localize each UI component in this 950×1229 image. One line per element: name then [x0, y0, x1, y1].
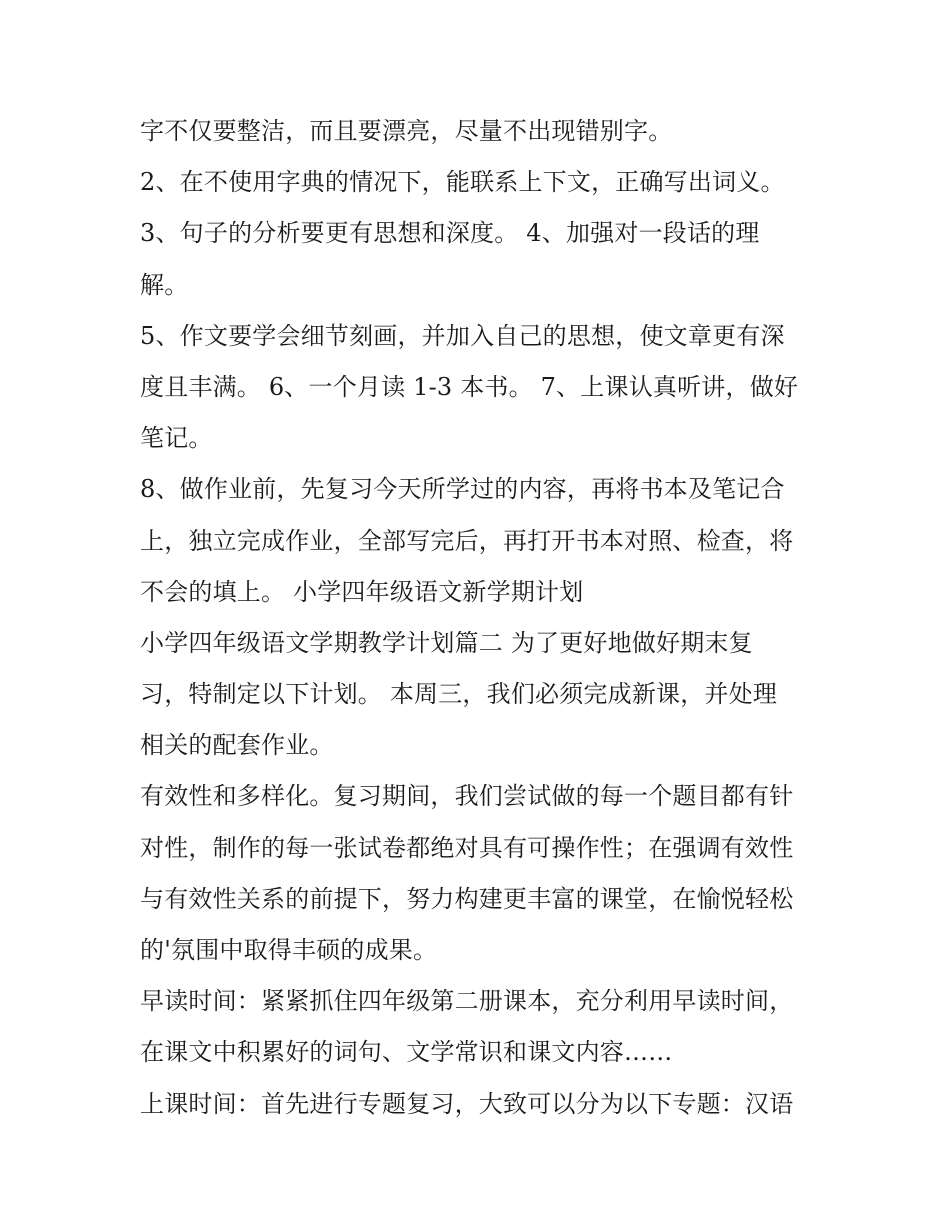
text-line-15: 对性，制作的每一张试卷都绝对具有可操作性；在强调有效性: [140, 833, 794, 862]
text-line-16: 与有效性关系的前提下，努力构建更丰富的课堂，在愉悦轻松: [140, 884, 794, 913]
text-line-12: 习，特制定以下计划。 本周三，我们必须完成新课，并处理: [140, 680, 778, 709]
text-line-6: 度且丰满。 6、一个月读 1-3 本书。 7、上课认真听讲，做好: [140, 372, 799, 401]
text-line-2: 2、在不使用字典的情况下，能联系上下文，正确写出词义。: [140, 168, 785, 197]
text-line-9: 上，独立完成作业，全部写完后，再打开书本对照、检查，将: [140, 526, 794, 555]
text-line-10: 不会的填上。 小学四年级语文新学期计划: [140, 577, 584, 606]
text-line-13: 相关的配套作业。: [140, 731, 334, 760]
text-line-3: 3、句子的分析要更有思想和深度。 4、加强对一段话的理: [140, 219, 760, 248]
text-line-14: 有效性和多样化。复习期间，我们尝试做的每一个题目都有针: [140, 782, 794, 811]
text-line-17: 的'氛围中取得丰硕的成果。: [140, 936, 438, 964]
text-line-8: 8、做作业前，先复习今天所学过的内容，再将书本及笔记合: [140, 475, 785, 504]
text-line-5: 5、作文要学会细节刻画，并加入自己的思想，使文章更有深: [140, 321, 785, 350]
text-line-19: 在课文中积累好的词句、文学常识和课文内容……: [140, 1038, 673, 1067]
text-line-20: 上课时间：首先进行专题复习，大致可以分为以下专题：汉语: [140, 1089, 794, 1118]
text-line-11: 小学四年级语文学期教学计划篇二 为了更好地做好期末复: [140, 628, 753, 657]
text-line-4: 解。: [140, 270, 189, 299]
text-line-18: 早读时间：紧紧抓住四年级第二册课本，充分利用早读时间，: [140, 987, 794, 1016]
text-line-1: 字不仅要整洁，而且要漂亮，尽量不出现错别字。: [140, 117, 673, 145]
body-text: [140, 106, 830, 1130]
text-line-7: 笔记。: [140, 424, 213, 453]
